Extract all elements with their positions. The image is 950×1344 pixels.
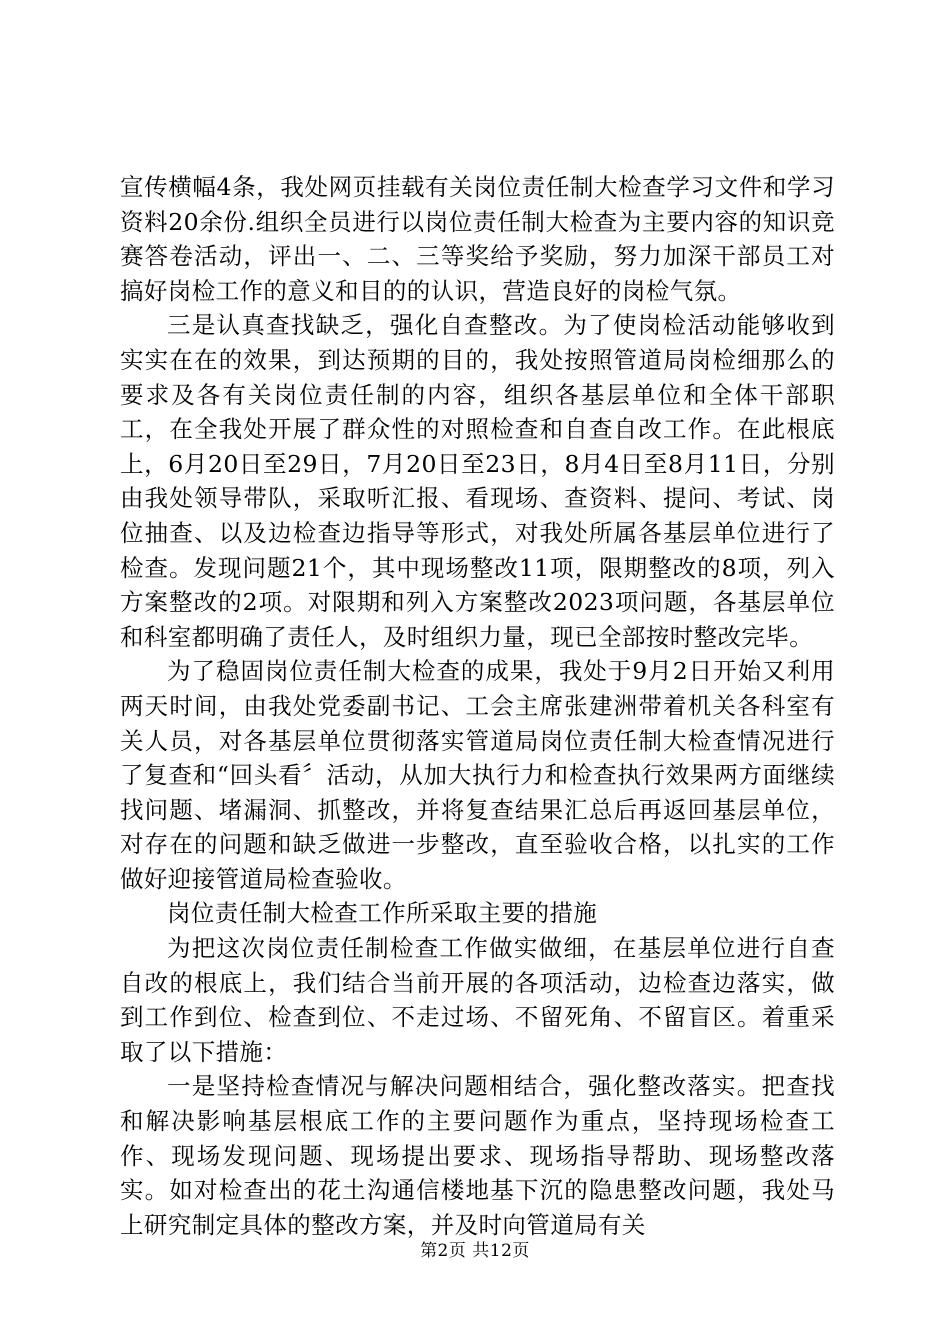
page-footer — [0, 1240, 950, 1262]
paragraph-1: 宣传横幅4条，我处网页挂载有关岗位责任制大检查学习文件和学习资料20余份.组织全员进行以岗位责任制大检查为主要内容的知识竞赛答卷活动，评出一、二、三等奖给予奖励，努力加深干部员工对搞好岗检工作的意义和目的的认识，营造良好的岗检气氛。 — [120, 173, 835, 305]
paragraph-4: 为把这次岗位责任制检查工作做实做细，在基层单位进行自查自改的根底上，我们结合当前开展的各项活动，边检查边落实，做到工作到位、检查到位、不走过场、不留死角、不留盲区。着重采取了以下措施： — [120, 934, 835, 1066]
section-heading: 岗位责任制大检查工作所采取主要的措施 — [167, 899, 598, 928]
paragraph-3: 为了稳固岗位责任制大检查的成果，我处于9月2日开始又利用两天时间，由我处党委副书记、工会主席张建洲带着机关各科室有关人员，对各基层单位贯彻落实管道局岗位责任制大检查情况进行了复查和“回头看〞活动，从加大执行力和检查执行效果两方面继续找问题、堵漏洞、抓整改，并将复查结果汇总后再返回基层单位，对存在的问题和缺乏做进一步整改，直至验收合格，以扎实的工作做好迎接管道局检查验收。 — [120, 657, 835, 893]
page-number: 第2页 共12页 — [420, 1241, 530, 1261]
document-body — [120, 170, 835, 1242]
paragraph-5: 一是坚持检查情况与解决问题相结合，强化整改落实。把查找和解决影响基层根底工作的主要问题作为重点，坚持现场检查工作、现场发现问题、现场提出要求、现场指导帮助、现场整改落实。如对检查出的花土沟通信楼地基下沉的隐患整改问题，我处马上研究制定具体的整改方案，并及时向管道局有关 — [120, 1072, 835, 1239]
paragraph-2: 三是认真查找缺乏，强化自查整改。为了使岗检活动能够收到实实在在的效果，到达预期的目的，我处按照管道局岗检细那么的要求及各有关岗位责任制的内容，组织各基层单位和全体干部职工，在全我处开展了群众性的对照检查和自查自改工作。在此根底上，6月20日至29日，7月20日至23日，8月4日至8月11日，分别由我处领导带队，采取听汇报、看现场、查资料、提问、考试、岗位抽查、以及边检查边指导等形式，对我处所属各基层单位进行了检查。发现问题21个，其中现场整改11项，限期整改的8项，列入方案整改的2项。对限期和列入方案整改2023项问题，各基层单位和科室都明确了责任人，及时组织力量，现已全部按时整改完毕。 — [120, 311, 835, 651]
